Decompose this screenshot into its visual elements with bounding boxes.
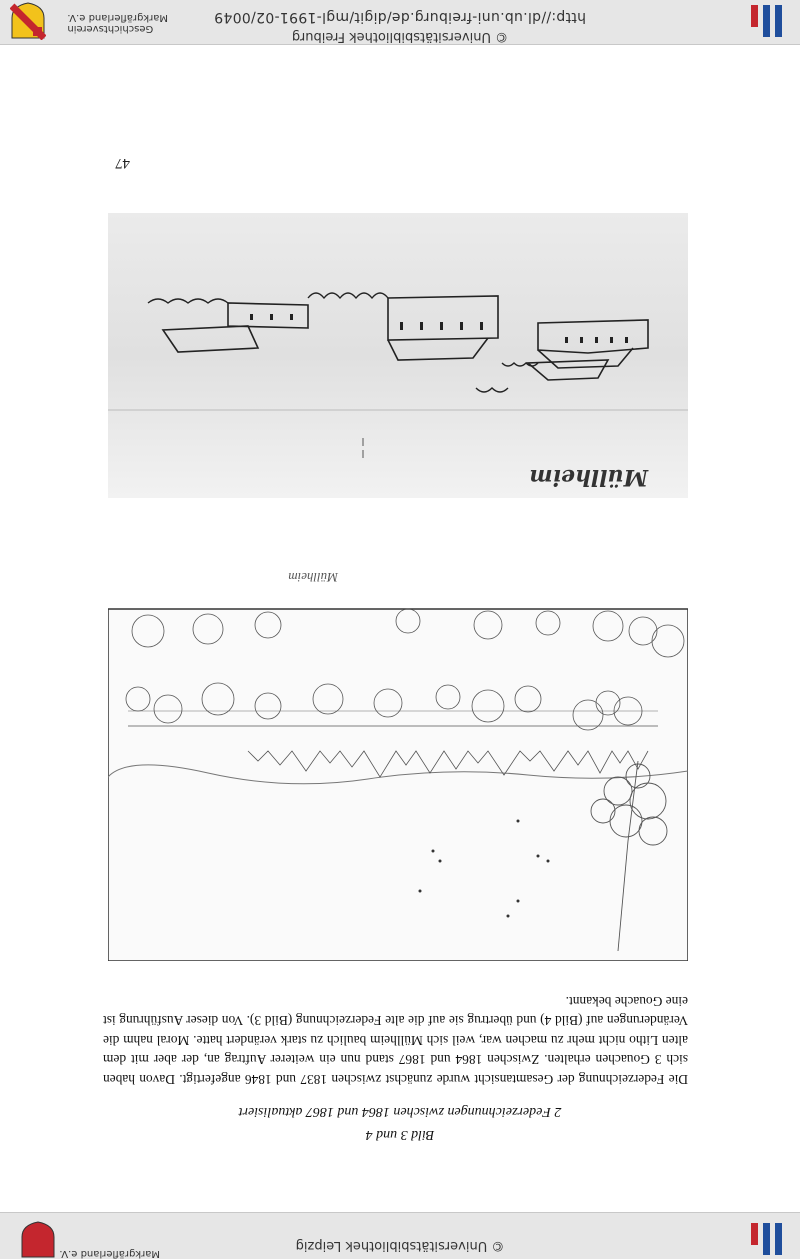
association-line-2: Markgräflerland e.V. [67,12,168,23]
pen-drawing [108,213,688,498]
association-name [67,12,168,34]
figure-bild-4 [108,570,688,961]
figure-caption-title: Bild 3 und 4 [365,1127,435,1142]
coat-of-arms-icon[interactable] [10,2,46,40]
sketch-label: Müllheim [529,464,648,490]
page-number: 47 [115,155,130,171]
copyright-text: © Universitätsbibliothek Freiburg [291,29,509,44]
viewer-toolbar-top [0,1212,800,1259]
coat-of-arms-icon[interactable] [20,1221,56,1259]
panorama-sketch [108,593,688,961]
copyright-text: © Universitätsbibliothek Leipzig [295,1238,505,1253]
figure-caption-subtitle: 2 Federzeichnungen zwischen 1864 und 1867 aktualisiert [238,1104,562,1119]
paragraph-text: Die Federzeichnung der Gesamtansicht wurde zunächst zwischen 1837 und 1846 angefertigt. Davon haben sich 3 Gouachen erhalten. Zwischen 1864 und 1867 stand nun ein weiterer Auftrag an, der aber mit dem alten Litho nicht mehr zu machen war, weil sich Müllheim baulich zu stark verändert hatte. Moral nahm die Veränderungen auf (Bild 4) und übertrug sie auf die alte Federzeichnung (Bild 3). Von dieser Ausführung ist eine Gouache bekannt. [103,993,688,1087]
sketch-label: Müllheim [288,570,338,585]
permalink-url[interactable]: http://dl.ub.uni-freiburg.de/digit/mgl-1991-02/0049 [213,9,587,25]
figure-bild-3 [108,213,688,498]
body-paragraph [103,991,688,1089]
association-name: Markgräflerland e.V. [59,1248,160,1259]
viewer-toolbar-bottom [0,0,800,45]
association-line-1: Geschichtsverein [67,23,154,34]
